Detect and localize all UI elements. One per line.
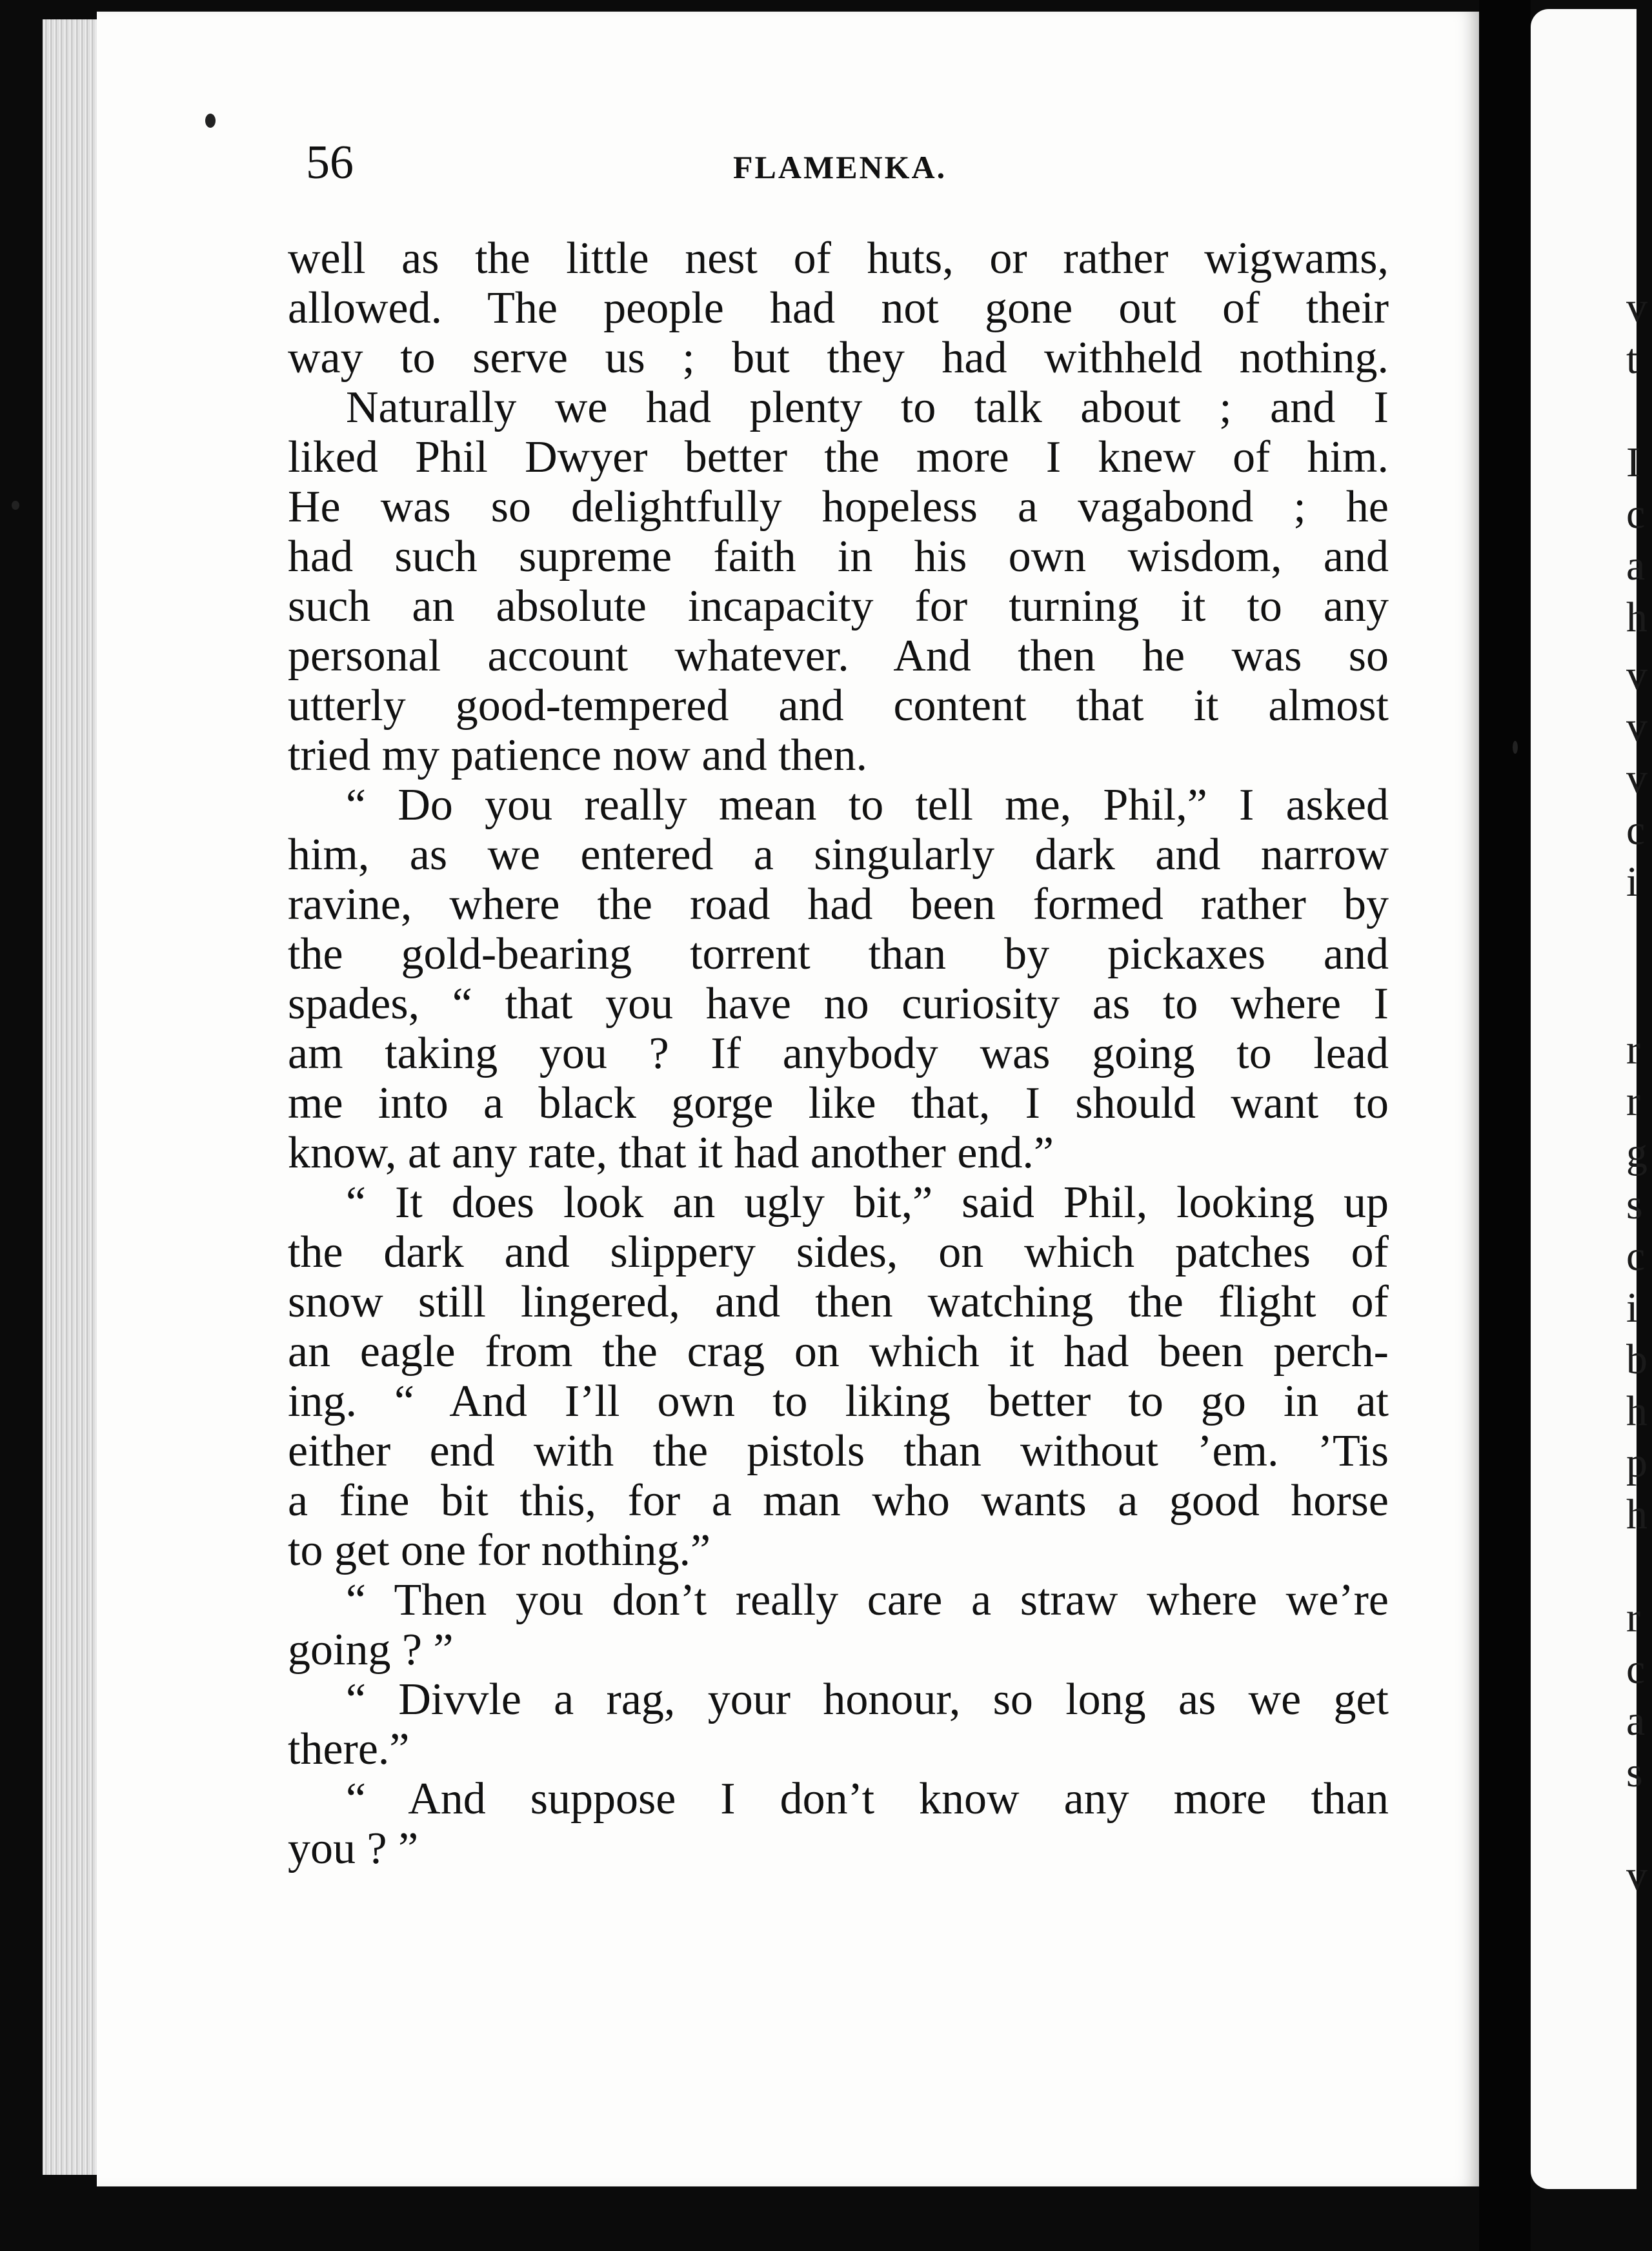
text-line: tried my patience now and then. — [288, 731, 868, 780]
facing-page-letter: a — [1626, 542, 1646, 589]
text-line: way to serve us ; but they had withheld nothing. — [288, 333, 1389, 383]
text-line: had such supreme faith in his own wisdom, and — [288, 532, 1389, 581]
text-line: am taking you ? If anybody was going to lead — [288, 1029, 1389, 1078]
text-line: ing. “ And I’ll own to liking better to go in at — [288, 1377, 1389, 1426]
text-line: either end with the pistols than without ’em. ’Tis — [288, 1426, 1389, 1476]
text-line: such an absolute incapacity for turning it to any — [288, 581, 1389, 631]
facing-page-letter: I — [1626, 439, 1640, 486]
text-line: to get one for nothing.” — [288, 1526, 711, 1575]
text-line: there.” — [288, 1724, 410, 1774]
text-line: He was so delightfully hopeless a vagabond ; he — [288, 482, 1389, 532]
facing-page-letter: v — [1626, 1852, 1647, 1899]
facing-page-letter: p — [1626, 1439, 1647, 1486]
facing-page-letter: h — [1626, 594, 1647, 641]
facing-page-letter: r — [1626, 1078, 1640, 1125]
facing-page-letter: h — [1626, 1491, 1647, 1538]
facing-page-letter: i — [1626, 858, 1638, 905]
text-line: liked Phil Dwyer better the more I knew of him. — [288, 432, 1389, 482]
text-line: ravine, where the road had been formed rather by — [288, 880, 1389, 929]
text-line: know, at any rate, that it had another end.” — [288, 1128, 1054, 1178]
text-line: the dark and slippery sides, on which patches of — [288, 1227, 1389, 1277]
facing-page-letter: v — [1626, 703, 1647, 751]
running-title: FLAMENKA. — [733, 149, 947, 185]
facing-page-letter: v — [1626, 652, 1647, 699]
page-edges — [43, 19, 102, 2175]
facing-page-letter: b — [1626, 1336, 1647, 1383]
facing-page-letter: t — [1626, 336, 1638, 383]
facing-page-letter: a — [1626, 1697, 1646, 1744]
facing-page — [1531, 9, 1647, 2189]
text-line: him, as we entered a singularly dark and narrow — [288, 830, 1389, 880]
book-gutter — [1479, 0, 1531, 2251]
text-line: “ It does look an ugly bit,” said Phil, looking up — [346, 1178, 1389, 1227]
running-head — [306, 136, 1396, 187]
facing-page-letter: g — [1626, 1129, 1647, 1176]
body-text — [288, 234, 1389, 1873]
facing-page-letter: h — [1626, 1388, 1647, 1435]
facing-page-letter: c — [1626, 807, 1646, 854]
text-line: snow still lingered, and then watching the flight of — [288, 1277, 1389, 1327]
text-line: utterly good-tempered and content that it almost — [288, 681, 1389, 731]
facing-page-letter: c — [1626, 1646, 1646, 1693]
text-line: the gold-bearing torrent than by pickaxes and — [288, 929, 1389, 979]
text-line: “ And suppose I don’t know any more than — [346, 1774, 1389, 1824]
text-line: personal account whatever. And then he was so — [288, 631, 1389, 681]
text-line: allowed. The people had not gone out of their — [288, 283, 1389, 333]
ink-speck — [12, 501, 19, 510]
text-line: “ Then you don’t really care a straw where we’re — [346, 1575, 1389, 1625]
text-line: me into a black gorge like that, I should want to — [288, 1078, 1389, 1128]
facing-page-letter: r — [1626, 1026, 1640, 1073]
text-line: an eagle from the crag on which it had been perch- — [288, 1327, 1389, 1377]
text-line: you ? ” — [288, 1824, 419, 1873]
facing-page-letter: s — [1626, 1749, 1643, 1796]
facing-page-letter: i — [1626, 1284, 1638, 1331]
text-line: going ? ” — [288, 1625, 454, 1675]
facing-page-letter: c — [1626, 490, 1646, 538]
ink-speck — [205, 114, 216, 128]
text-line: a fine bit this, for a man who wants a good horse — [288, 1476, 1389, 1526]
facing-page-letter: v — [1626, 755, 1647, 802]
ink-speck — [1513, 741, 1518, 754]
page-number: 56 — [306, 136, 354, 189]
facing-page-letter: v — [1626, 284, 1647, 331]
text-line: well as the little nest of huts, or rather wigwams, — [288, 234, 1389, 283]
text-line: “ Do you really mean to tell me, Phil,” I asked — [346, 780, 1389, 830]
facing-page-letter: s — [1626, 1181, 1643, 1228]
text-line: “ Divvle a rag, your honour, so long as we get — [346, 1675, 1389, 1724]
facing-page-letter: c — [1626, 1233, 1646, 1280]
text-line: Naturally we had plenty to talk about ; and I — [346, 383, 1389, 432]
facing-page-letter: r — [1626, 1594, 1640, 1641]
text-line: spades, “ that you have no curiosity as to where I — [288, 979, 1389, 1029]
